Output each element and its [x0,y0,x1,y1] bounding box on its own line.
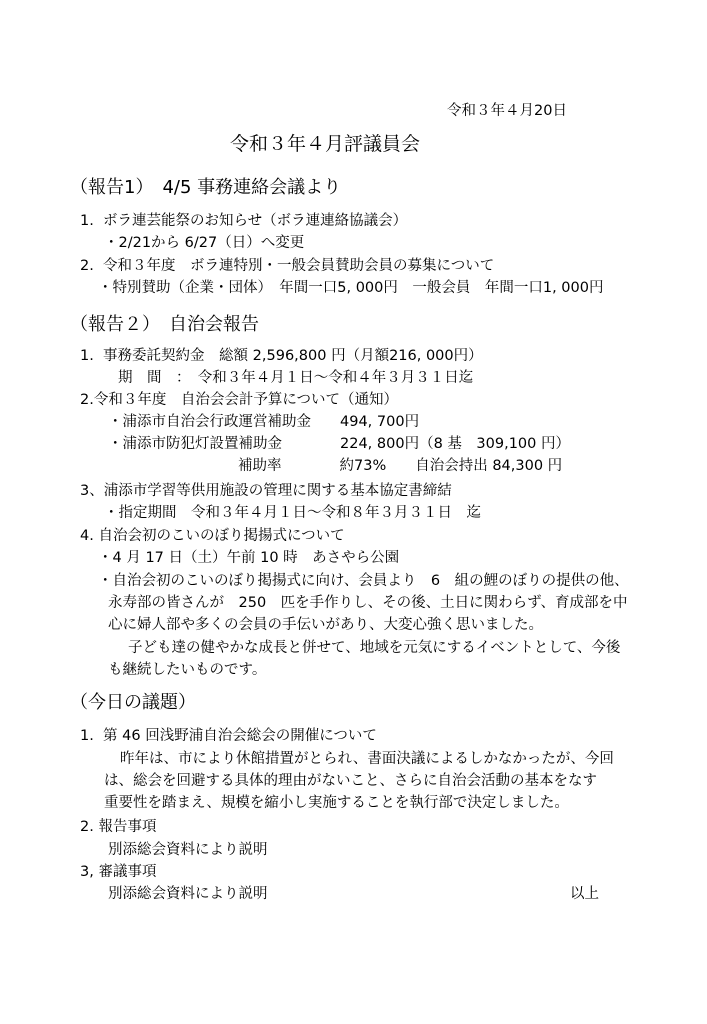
report2-line: ・指定期間 令和３年４月１日～令和８年３月３１日 迄 [104,505,481,521]
closing-mark: 以上 [570,886,599,902]
report2-line: ・4 月 17 日（土）午前 10 時 あさやら公園 [98,550,400,566]
agenda-heading: （今日の議題） [70,692,196,713]
document-date: 令和３年４月20日 [447,103,567,119]
report1-line: ・2/21から 6/27（日）へ変更 [104,235,305,251]
report2-line: 2.令和３年度 自治会会計予算について（通知） [80,392,399,408]
report1-heading: （報告1） 4/5 事務連絡会議より [70,177,342,198]
agenda-line: は、総会を回避する具体的理由がないこと、さらに自治会活動の基本をなす [104,773,597,789]
report2-line: ・自治会初のこいのぼり掲揚式に向け、会員より 6 組の鯉のぼりの提供の他、 [98,573,629,589]
agenda-line: 1. 第 46 回浅野浦自治会総会の開催について [80,728,377,744]
report1-line: 2. 令和３年度 ボラ連特別・一般会員賛助会員の募集について [80,258,495,274]
report2-line: 心に婦人部や多くの会員の手伝いがあり、大変心強く思いました。 [108,617,543,633]
report2-line: 子ども達の健やかな成長と併せて、地域を元気にするイベントとして、今後 [128,640,621,656]
agenda-line: 別添総会資料により説明 [108,886,268,902]
report2-line: 補助率 約73% 自治会持出 84,300 円 [238,458,563,474]
report2-line: 1. 事務委託契約金 総額 2,596,800 円（月額216, 000円） [80,348,483,364]
report1-line: ・特別賛助（企業・団体） 年間一口5, 000円 一般会員 年間一口1, 000円 [98,280,604,296]
agenda-line: 重要性を踏まえ、規模を縮小し実施することを執行部で決定しました。 [104,795,569,811]
report2-line: 4. 自治会初のこいのぼり掲揚式について [80,528,345,544]
agenda-line: 2. 報告事項 [80,819,157,835]
agenda-line: 昨年は、市により休館措置がとられ、書面決議によるしかなかったが、今回 [120,751,614,767]
report1-line: 1. ボラ連芸能祭のお知らせ（ボラ連連絡協議会） [80,213,408,229]
report2-line: も継続したいものです。 [108,662,267,678]
report2-line: 永寿部の皆さんが 250 匹を手作りし、その後、土日に関わらず、育成部を中 [108,595,628,611]
agenda-line: 別添総会資料により説明 [108,842,268,858]
document-title: 令和３年４月評議員会 [230,133,421,155]
report2-line: ・浦添市自治会行政運営補助金 494, 700円 [108,414,420,430]
agenda-line: 3, 審議事項 [80,864,157,880]
report2-line: ・浦添市防犯灯設置補助金 224, 800円（8 基 309,100 円） [108,436,570,452]
report2-line: 期 間 ： 令和３年４月１日～令和４年３月３１日迄 [118,370,474,386]
report2-line: 3、浦添市学習等供用施設の管理に関する基本協定書締結 [80,483,452,499]
report2-heading: （報告２） 自治会報告 [70,314,259,335]
